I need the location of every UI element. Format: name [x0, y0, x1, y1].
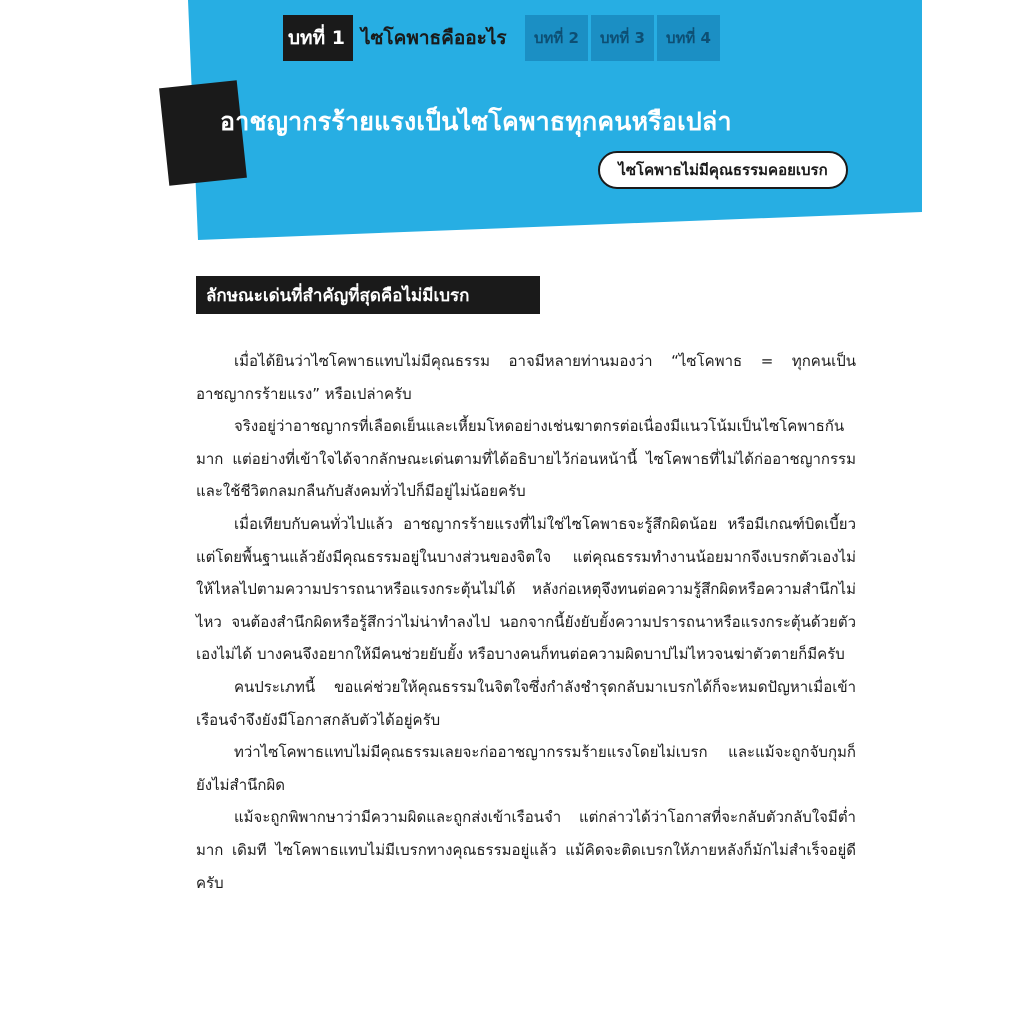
paragraph-2: จริงอยู่ว่าอาชญากรที่เลือดเย็นและเหี้ยมโหดอย่างเช่นฆาตกรต่อเนื่องมีแนวโน้มเป็นไซโคพาธกันมาก แต่อย่างที่เข้าใจได้จากลักษณะเด่นตามที่ได้อธิบายไว้ก่อนหน้านี้ ไซโคพาธที่ไม่ได้ก่ออาชญากรรมและใช้ชีวิตกลมกลืนกับสังคมทั่วไปก็มีอยู่ไม่น้อยครับ	[196, 417, 856, 501]
tab-chapter-2[interactable]: บทที่ 2	[525, 15, 588, 61]
section-heading: ลักษณะเด่นที่สำคัญที่สุดคือไม่มีเบรก	[196, 276, 540, 314]
tab-chapter-1-active[interactable]	[283, 15, 507, 61]
paragraph-3: เมื่อเทียบกับคนทั่วไปแล้ว อาชญากรร้ายแรงที่ไม่ใช่ไซโคพาธจะรู้สึกผิดน้อย หรือมีเกณฑ์บิดเบี้ยว แต่โดยพื้นฐานแล้วยังมีคุณธรรมอยู่ในบางส่วนของจิตใจ แต่คุณธรรมทำงานน้อยมากจึงเบรกตัวเองไม่ให้ไหลไปตามความปรารถนาหรือแรงกระตุ้นไม่ได้ หลังก่อเหตุจึงทนต่อความรู้สึกผิดหรือความสำนึกไม่ไหว จนต้องสำนึกผิดหรือรู้สึกว่าไม่น่าทำลงไป นอกจากนี้ยังยับยั้งความปรารถนาหรือแรงกระตุ้นด้วยตัวเองไม่ได้ บางคนจึงอยากให้มีคนช่วยยับยั้ง หรือบางคนก็ทนต่อความผิดบาปไม่ไหวจนฆ่าตัวตายก็มีครับ	[196, 514, 856, 664]
paragraph-4: คนประเภทนี้ ขอแค่ช่วยให้คุณธรรมในจิตใจซึ่งกำลังชำรุดกลับมาเบรกได้ก็จะหมดปัญหาเมื่อเข้าเรือนจำจึงยังมีโอกาสกลับตัวได้อยู่ครับ	[196, 677, 856, 729]
subtitle-pill: ไซโคพาธไม่มีคุณธรรมคอยเบรก	[598, 151, 848, 189]
page-title: อาชญากรร้ายแรงเป็นไซโคพาธทุกคนหรือเปล่า	[220, 107, 732, 136]
tab-chapter-4[interactable]: บทที่ 4	[657, 15, 720, 61]
paragraph-1: เมื่อได้ยินว่าไซโคพาธแทบไม่มีคุณธรรม อาจมีหลายท่านมองว่า “ไซโคพาธ = ทุกคนเป็นอาชญากรร้ายแรง” หรือเปล่าครับ	[196, 352, 856, 403]
chapter-1-number: บทที่ 1	[283, 15, 353, 61]
tab-chapter-3[interactable]: บทที่ 3	[591, 15, 654, 61]
body-text	[196, 345, 856, 899]
paragraph-6: แม้จะถูกพิพากษาว่ามีความผิดและถูกส่งเข้าเรือนจำ แต่กล่าวได้ว่าโอกาสที่จะกลับตัวกลับใจมีต่ำมาก เดิมที ไซโคพาธแทบไม่มีเบรกทางคุณธรรมอยู่แล้ว แม้คิดจะติดเบรกให้ภายหลังก็มักไม่สำเร็จอยู่ดีครับ	[196, 808, 856, 892]
paragraph-5: ทว่าไซโคพาธแทบไม่มีคุณธรรมเลยจะก่ออาชญากรรมร้ายแรงโดยไม่เบรก และแม้จะถูกจับกุมก็ยังไม่สำนึกผิด	[196, 743, 856, 794]
chapter-1-title: ไซโคพาธคืออะไร	[360, 27, 507, 49]
